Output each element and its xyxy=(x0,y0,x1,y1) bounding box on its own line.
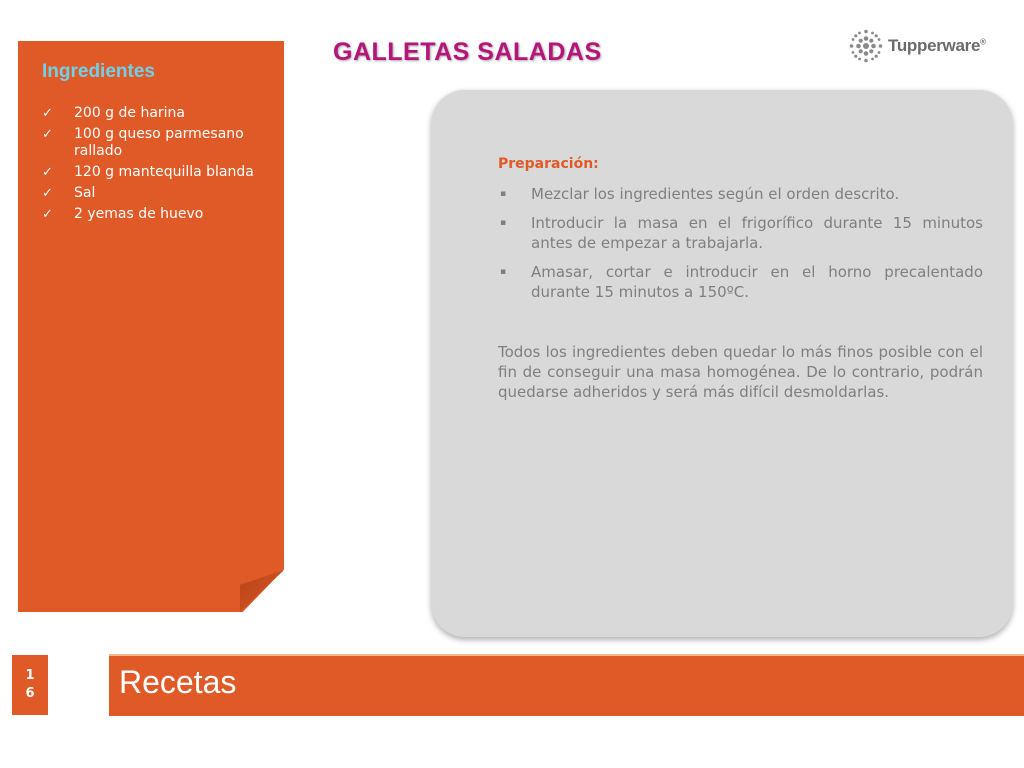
preparation-note: Todos los ingredientes deben quedar lo más finos posible con el fin de conseguir una masa homogénea. De lo contrario, podrán quedarse adheridos y será más difícil desmoldarlas. xyxy=(498,343,983,401)
list-item xyxy=(498,262,983,302)
recipe-title: GALLETAS SALADAS xyxy=(333,38,602,66)
step-text: Mezclar los ingredientes según el orden descrito. xyxy=(531,185,900,203)
list-item xyxy=(42,206,267,223)
ingredient-text: 200 g de harina xyxy=(74,105,186,121)
square-bullet-icon: ▪ xyxy=(500,267,507,277)
list-item xyxy=(42,126,267,160)
footer-bar xyxy=(109,654,1024,716)
preparation-steps xyxy=(498,184,983,311)
page-number-digit: 1 xyxy=(25,668,35,683)
step-text: Introducir la masa en el frigorífico durante 15 minutos antes de empezar a trabajarla. xyxy=(531,214,983,252)
preparation-heading: Preparación: xyxy=(498,156,599,172)
step-text: Amasar, cortar e introducir en el horno precalentado durante 15 minutos a 150ºC. xyxy=(531,263,983,301)
ingredients-list xyxy=(42,105,267,227)
check-icon: ✓ xyxy=(42,165,53,180)
ingredients-heading: Ingredientes xyxy=(42,61,155,82)
logo-wordmark xyxy=(888,36,986,56)
section-title: Recetas xyxy=(119,664,237,700)
ingredient-text: 120 g mantequilla blanda xyxy=(74,164,254,180)
ingredient-text: Sal xyxy=(74,185,96,201)
ingredient-text: 2 yemas de huevo xyxy=(74,206,204,222)
square-bullet-icon: ▪ xyxy=(500,189,507,199)
check-icon: ✓ xyxy=(42,106,53,121)
page-number-digit: 6 xyxy=(25,686,35,701)
list-item xyxy=(42,164,267,181)
list-item xyxy=(498,184,983,204)
check-icon: ✓ xyxy=(42,207,53,222)
square-bullet-icon: ▪ xyxy=(500,218,507,228)
list-item xyxy=(42,105,267,122)
tupperware-logo-icon xyxy=(848,28,884,64)
list-item xyxy=(498,213,983,253)
check-icon: ✓ xyxy=(42,186,53,201)
brand-logo xyxy=(848,28,986,64)
page-number xyxy=(12,655,48,715)
ingredient-text: 100 g queso parmesano rallado xyxy=(74,126,244,159)
logo-text: Tupperware xyxy=(888,36,981,55)
list-item xyxy=(42,185,267,202)
check-icon: ✓ xyxy=(42,127,53,142)
registered-mark: ® xyxy=(980,37,986,47)
